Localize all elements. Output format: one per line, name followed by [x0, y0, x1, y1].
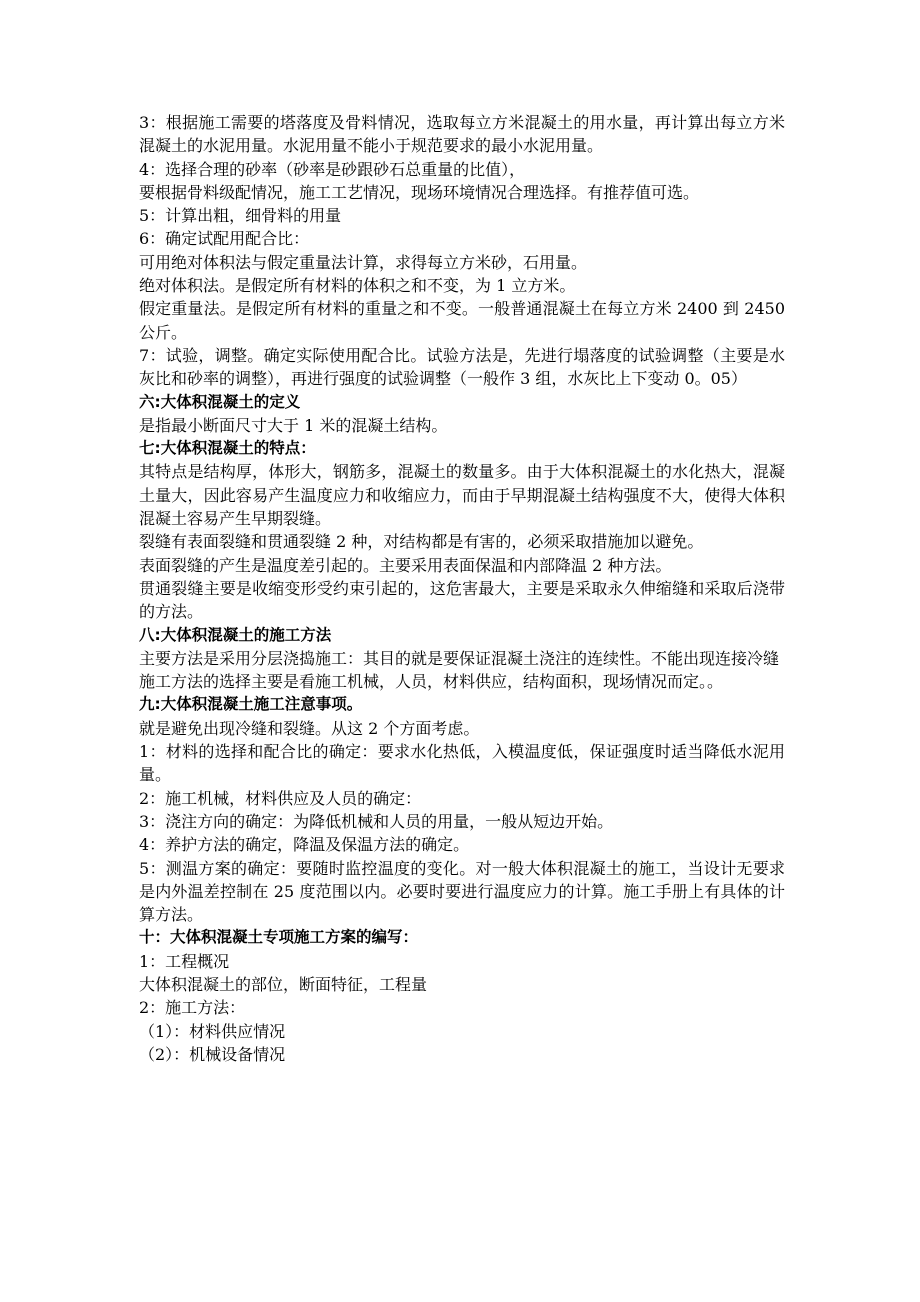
paragraph-step-7: 7：试验，调整。确定实际使用配合比。试验方法是，先进行塌落度的试验调整（主要是水灰比和砂率的调整），再进行强度的试验调整（一般作 3 组，水灰比上下变动 0。05）: [139, 345, 785, 389]
paragraph-note-5: 5：测温方案的确定：要随时监控温度的变化。对一般大体积混凝土的施工，当设计无要求是内外温差控制在 25 度范围以内。必要时要进行温度应力的计算。施工手册上有具体的计算方法。: [139, 858, 785, 925]
paragraph-crack-types: 裂缝有表面裂缝和贯通裂缝 2 种，对结构都是有害的，必须采取措施加以避免。: [139, 532, 704, 552]
paragraph-plan-2-1: （1）：材料供应情况: [139, 1021, 286, 1041]
paragraph-surface-cracks: 表面裂缝的产生是温度差引起的。主要采用表面保温和内部降温 2 种方法。: [139, 555, 672, 575]
paragraph-step-6: 6：确定试配用配合比：: [139, 229, 310, 249]
paragraph-features: 其特点是结构厚，体形大，钢筋多，混凝土的数量多。由于大体积混凝土的水化热大，混凝土量大，因此容易产生温度应力和收缩应力，而由于早期混凝土结构强度不大，使得大体积混凝土容易产生早期裂缝。: [139, 462, 785, 529]
heading-section-8: 八:大体积混凝土的施工方法: [139, 625, 332, 644]
paragraph-plan-1: 1：工程概况: [139, 951, 230, 971]
paragraph-step-3: 3：根据施工需要的塔落度及骨料情况，选取每立方米混凝土的用水量，再计算出每立方米混凝土的水泥用量。水泥用量不能小于规范要求的最小水泥用量。: [139, 113, 785, 156]
paragraph-note-3: 3：浇注方向的确定：为降低机械和人员的用量，一般从短边开始。: [139, 811, 614, 831]
paragraph-plan-2-2: （2）：机械设备情况: [139, 1044, 286, 1064]
paragraph-step-4-detail: 要根据骨料级配情况，施工工艺情况，现场环境情况合理选择。有推荐值可选。: [139, 182, 700, 202]
paragraph-note-4: 4：养护方法的确定，降温及保温方法的确定。: [139, 835, 470, 855]
paragraph-avoid-cracks: 就是避免出现冷缝和裂缝。从这 2 个方面考虑。: [139, 718, 480, 738]
paragraph-step-5: 5：计算出粗，细骨料的用量: [139, 206, 342, 226]
heading-section-7: 七:大体积混凝土的特点：: [139, 439, 316, 458]
paragraph-method-selection: 施工方法的选择主要是看施工机械，人员，材料供应，结构面积，现场情况而定。。: [139, 672, 724, 692]
paragraph-plan-2: 2：施工方法：: [139, 998, 246, 1018]
paragraph-plan-1-detail: 大体积混凝土的部位，断面特征，工程量: [139, 974, 428, 994]
heading-section-10: 十：大体积混凝土专项施工方案的编写：: [139, 928, 419, 947]
paragraph-definition: 是指最小断面尺寸大于 1 米的混凝土结构。: [139, 415, 448, 435]
paragraph-note-1: 1：材料的选择和配合比的确定：要求水化热低，入模温度低，保证强度时适当降低水泥用量。: [139, 742, 785, 785]
paragraph-main-method: 主要方法是采用分层浇捣施工：其目的就是要保证混凝土浇注的连续性。不能出现连接冷缝: [139, 648, 780, 668]
heading-section-9: 九:大体积混凝土施工注意事项。: [139, 695, 363, 714]
paragraph-step-6-detail: 可用绝对体积法与假定重量法计算，求得每立方米砂，石用量。: [139, 252, 588, 272]
paragraph-absolute-volume: 绝对体积法。是假定所有材料的体积之和不变，为 1 立方米。: [139, 276, 576, 296]
paragraph-through-cracks: 贯通裂缝主要是收缩变形受约束引起的，这危害最大，主要是采取永久伸缩缝和采取后浇带的方法。: [139, 578, 785, 622]
paragraph-step-4: 4：选择合理的砂率（砂率是砂跟砂石总重量的比值），: [139, 159, 526, 179]
paragraph-note-2: 2：施工机械，材料供应及人员的确定：: [139, 788, 422, 808]
document-page: [139, 111, 785, 1066]
heading-section-6: 六:大体积混凝土的定义: [139, 392, 301, 411]
paragraph-assumed-weight: 假定重量法。是假定所有材料的重量之和不变。一般普通混凝土在每立方米 2400 到 2450 公斤。: [139, 299, 785, 342]
